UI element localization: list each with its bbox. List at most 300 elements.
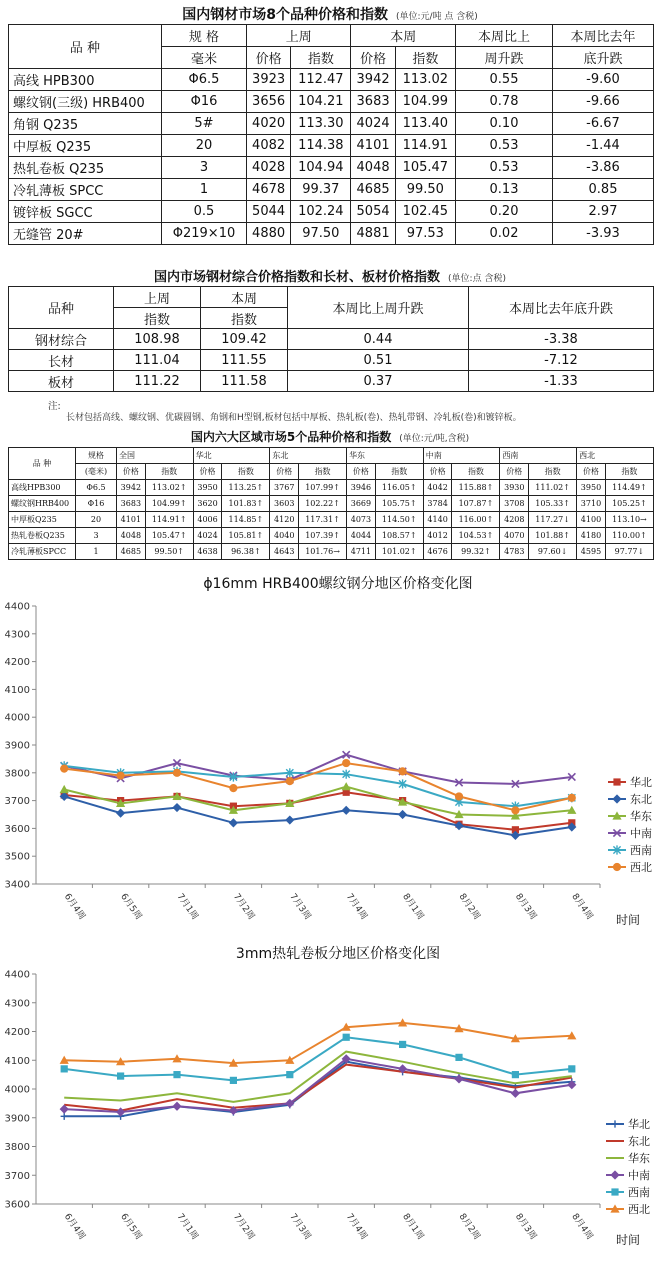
data-point-marker bbox=[613, 778, 620, 785]
header-region: 西北 bbox=[577, 448, 654, 464]
header-this-week: 本周 bbox=[351, 25, 456, 47]
cell-ytd: -1.33 bbox=[469, 371, 654, 392]
cell-index: 105.47↑ bbox=[145, 528, 193, 544]
table1-title: 国内钢材市场8个品种价格和指数 (单位:元/吨 点 含税) bbox=[182, 7, 478, 23]
data-point-marker bbox=[611, 1188, 618, 1195]
data-point-marker bbox=[342, 759, 350, 767]
data-point-marker bbox=[60, 765, 68, 773]
legend-label: 华北 bbox=[628, 1118, 650, 1131]
x-tick-label: 7月1周 bbox=[174, 1211, 200, 1242]
cell-i1: 114.38 bbox=[291, 135, 351, 157]
legend-label: 华东 bbox=[628, 1152, 650, 1165]
cell-p2: 4685 bbox=[351, 179, 395, 201]
note-label: 注: bbox=[48, 401, 61, 412]
data-point-marker bbox=[172, 1102, 181, 1111]
header-index: 指数 bbox=[114, 308, 201, 329]
data-point-marker bbox=[511, 1089, 520, 1098]
cell-wow: 0.13 bbox=[456, 179, 553, 201]
data-point-marker bbox=[230, 1077, 237, 1084]
series-华东 bbox=[60, 782, 577, 819]
cell-price: 4012 bbox=[423, 528, 452, 544]
cell-price: 4208 bbox=[500, 512, 529, 528]
x-tick-label: 8月1周 bbox=[400, 891, 426, 922]
cell-index: 105.25↑ bbox=[605, 496, 653, 512]
header-index: 指数 bbox=[299, 464, 347, 480]
x-tick-label: 8月4周 bbox=[569, 891, 595, 922]
header-index: 指数 bbox=[529, 464, 577, 480]
header-price: 价格 bbox=[500, 464, 529, 480]
chart-title: ϕ16mm HRB400螺纹钢分地区价格变化图 bbox=[203, 576, 473, 592]
header-last-week: 上周 bbox=[114, 287, 201, 308]
cell-index: 96.38↑ bbox=[222, 544, 270, 560]
table-row bbox=[9, 179, 654, 201]
cell-name: 中厚板 Q235 bbox=[9, 135, 162, 157]
cell-price: 3683 bbox=[117, 496, 146, 512]
cell-name: 螺纹钢(三级) HRB400 bbox=[9, 91, 162, 113]
cell-wow: 0.37 bbox=[288, 371, 469, 392]
x-tick-label: 7月4周 bbox=[343, 1211, 369, 1242]
header-product: 品 种 bbox=[9, 25, 162, 69]
cell-name: 板材 bbox=[9, 371, 114, 392]
cell-name: 长材 bbox=[9, 350, 114, 371]
y-tick-label: 4200 bbox=[4, 657, 30, 669]
header-wow: 本周比上 bbox=[456, 25, 553, 47]
cell-price: 4048 bbox=[117, 528, 146, 544]
legend-label: 西北 bbox=[630, 861, 652, 874]
x-tick-label: 6月5周 bbox=[118, 1211, 144, 1242]
cell-price: 4042 bbox=[423, 480, 452, 496]
y-tick-label: 3500 bbox=[4, 851, 30, 863]
header-region: 中南 bbox=[423, 448, 500, 464]
cell-index: 104.99↑ bbox=[145, 496, 193, 512]
rebar-price-chart bbox=[0, 566, 660, 926]
cell-i2: 102.45 bbox=[395, 201, 455, 223]
cell-p1: 5044 bbox=[247, 201, 291, 223]
cell-ytd: -3.93 bbox=[553, 223, 654, 245]
header-price: 价格 bbox=[423, 464, 452, 480]
cell-price: 4044 bbox=[347, 528, 376, 544]
header-region: 华北 bbox=[193, 448, 270, 464]
data-point-marker bbox=[455, 792, 463, 800]
cell-price: 4024 bbox=[193, 528, 222, 544]
x-tick-label: 8月3周 bbox=[512, 1211, 539, 1242]
cell-index: 114.50↑ bbox=[375, 512, 423, 528]
y-tick-label: 4400 bbox=[4, 601, 30, 613]
legend-label: 西北 bbox=[628, 1203, 650, 1216]
cell-p1: 4880 bbox=[247, 223, 291, 245]
x-tick-label: 7月2周 bbox=[230, 891, 257, 922]
cell-spec: Φ16 bbox=[162, 91, 247, 113]
header-index: 指数 bbox=[145, 464, 193, 480]
cell-spec: 1 bbox=[162, 179, 247, 201]
cell-p1: 4020 bbox=[247, 113, 291, 135]
cell-index: 108.57↑ bbox=[375, 528, 423, 544]
cell-name: 冷轧薄板SPCC bbox=[9, 544, 76, 560]
cell-price: 4180 bbox=[577, 528, 606, 544]
table-row bbox=[9, 496, 654, 512]
header-wow-2: 周升跌 bbox=[456, 47, 553, 69]
cell-price: 4711 bbox=[347, 544, 376, 560]
header-region: 全国 bbox=[117, 448, 194, 464]
cell-price: 4006 bbox=[193, 512, 222, 528]
header-last-week: 上周 bbox=[247, 25, 351, 47]
y-tick-label: 3900 bbox=[4, 740, 30, 752]
hot-rolled-coil-price-chart bbox=[0, 936, 660, 1267]
cell-price: 3669 bbox=[347, 496, 376, 512]
cell-p2: 5054 bbox=[351, 201, 395, 223]
legend-label: 东北 bbox=[628, 1135, 650, 1148]
cell-i1: 108.98 bbox=[114, 329, 201, 350]
cell-index: 105.33↑ bbox=[529, 496, 577, 512]
cell-i2: 111.58 bbox=[201, 371, 288, 392]
cell-i2: 113.02 bbox=[395, 69, 455, 91]
x-tick-label: 7月4周 bbox=[343, 891, 369, 922]
series-西南 bbox=[61, 1034, 576, 1084]
cell-index: 113.02↑ bbox=[145, 480, 193, 496]
header-ytd: 本周比去年 bbox=[553, 25, 654, 47]
data-point-marker bbox=[61, 1065, 68, 1072]
data-point-marker bbox=[117, 771, 125, 779]
cell-ytd: 0.85 bbox=[553, 179, 654, 201]
chart-title: 3mm热轧卷板分地区价格变化图 bbox=[235, 946, 441, 962]
cell-index: 99.50↑ bbox=[145, 544, 193, 560]
cell-ytd: -9.66 bbox=[553, 91, 654, 113]
cell-index: 114.49↑ bbox=[605, 480, 653, 496]
cell-wow: 0.55 bbox=[456, 69, 553, 91]
cell-ytd: -3.38 bbox=[469, 329, 654, 350]
cell-i1: 99.37 bbox=[291, 179, 351, 201]
cell-i1: 102.24 bbox=[291, 201, 351, 223]
cell-name: 中厚板Q235 bbox=[9, 512, 76, 528]
cell-price: 3603 bbox=[270, 496, 299, 512]
cell-i2: 113.40 bbox=[395, 113, 455, 135]
data-point-marker bbox=[173, 769, 181, 777]
legend-item bbox=[608, 775, 652, 789]
cell-price: 4783 bbox=[500, 544, 529, 560]
cell-price: 3946 bbox=[347, 480, 376, 496]
data-point-marker bbox=[611, 1120, 618, 1127]
legend-label: 中南 bbox=[630, 827, 652, 840]
data-point-marker bbox=[173, 1071, 180, 1078]
cell-index: 116.00↑ bbox=[452, 512, 500, 528]
cell-price: 4120 bbox=[270, 512, 299, 528]
y-tick-label: 4000 bbox=[4, 1084, 30, 1096]
table3-title: 国内六大区域市场5个品种价格和指数 (单位:元/吨,含税) bbox=[190, 430, 470, 444]
cell-name: 镀锌板 SGCC bbox=[9, 201, 162, 223]
table-row bbox=[9, 201, 654, 223]
cell-ytd: 2.97 bbox=[553, 201, 654, 223]
header-index: 指数 bbox=[605, 464, 653, 480]
series-line bbox=[64, 763, 572, 810]
cell-p1: 4678 bbox=[247, 179, 291, 201]
x-tick-label: 7月3周 bbox=[287, 891, 313, 922]
cell-wow: 0.53 bbox=[456, 135, 553, 157]
y-tick-label: 3700 bbox=[4, 796, 30, 808]
data-point-marker bbox=[455, 1054, 462, 1061]
cell-index: 117.27↓ bbox=[529, 512, 577, 528]
data-point-marker bbox=[342, 806, 351, 815]
legend-label: 西南 bbox=[628, 1186, 650, 1199]
cell-i2: 99.50 bbox=[395, 179, 455, 201]
y-tick-label: 3600 bbox=[4, 823, 30, 835]
legend-label: 西南 bbox=[630, 844, 652, 857]
cell-p2: 4048 bbox=[351, 157, 395, 179]
cell-price: 3950 bbox=[577, 480, 606, 496]
data-point-marker bbox=[285, 815, 294, 824]
cell-i1: 112.47 bbox=[291, 69, 351, 91]
data-point-marker bbox=[399, 767, 407, 775]
y-tick-label: 3800 bbox=[4, 1142, 30, 1153]
cell-spec: Φ16 bbox=[76, 496, 117, 512]
header-ytd: 本周比去年底升跌 bbox=[469, 287, 654, 329]
y-tick-label: 4100 bbox=[4, 1055, 30, 1067]
header-this-week: 本周 bbox=[201, 287, 288, 308]
data-point-marker bbox=[61, 1113, 68, 1120]
x-axis-label: 时间 bbox=[616, 913, 641, 926]
data-point-marker bbox=[229, 784, 237, 792]
cell-name: 高线 HPB300 bbox=[9, 69, 162, 91]
table-row bbox=[9, 544, 654, 560]
cell-name: 热轧卷板 Q235 bbox=[9, 157, 162, 179]
data-point-marker bbox=[116, 809, 125, 818]
price-table-8-products bbox=[8, 24, 654, 245]
header-index: 指数 bbox=[452, 464, 500, 480]
header-index: 指数 bbox=[201, 308, 288, 329]
data-point-marker bbox=[568, 1065, 575, 1072]
table-row bbox=[9, 69, 654, 91]
cell-price: 4685 bbox=[117, 544, 146, 560]
header-index: 指数 bbox=[395, 47, 455, 69]
data-point-marker bbox=[342, 782, 351, 790]
cell-wow: 0.44 bbox=[288, 329, 469, 350]
cell-i1: 104.21 bbox=[291, 91, 351, 113]
y-tick-label: 3400 bbox=[4, 879, 30, 891]
cell-spec: Φ6.5 bbox=[76, 480, 117, 496]
x-tick-label: 6月4周 bbox=[61, 891, 87, 922]
cell-wow: 0.02 bbox=[456, 223, 553, 245]
data-point-marker bbox=[613, 863, 621, 871]
regional-price-table bbox=[8, 447, 654, 560]
cell-i1: 97.50 bbox=[291, 223, 351, 245]
cell-price: 4040 bbox=[270, 528, 299, 544]
header-price: 价格 bbox=[193, 464, 222, 480]
cell-wow: 0.53 bbox=[456, 157, 553, 179]
cell-price: 3767 bbox=[270, 480, 299, 496]
data-point-marker bbox=[512, 1071, 519, 1078]
cell-index: 102.22↑ bbox=[299, 496, 347, 512]
cell-index: 105.81↑ bbox=[222, 528, 270, 544]
table-row bbox=[9, 528, 654, 544]
header-spec-unit: (毫米) bbox=[76, 464, 117, 480]
cell-index: 107.87↑ bbox=[452, 496, 500, 512]
cell-price: 4070 bbox=[500, 528, 529, 544]
cell-index: 107.39↑ bbox=[299, 528, 347, 544]
header-region: 西南 bbox=[500, 448, 577, 464]
data-point-marker bbox=[398, 810, 407, 819]
cell-i1: 111.04 bbox=[114, 350, 201, 371]
cell-index: 99.32↑ bbox=[452, 544, 500, 560]
cell-i2: 104.99 bbox=[395, 91, 455, 113]
header-price: 价格 bbox=[270, 464, 299, 480]
legend-item bbox=[606, 1203, 650, 1216]
cell-spec: 3 bbox=[162, 157, 247, 179]
cell-p2: 3942 bbox=[351, 69, 395, 91]
table-row bbox=[9, 371, 654, 392]
y-tick-label: 4100 bbox=[4, 684, 30, 696]
cell-index: 101.83↑ bbox=[222, 496, 270, 512]
data-point-marker bbox=[511, 806, 519, 814]
data-point-marker bbox=[568, 794, 576, 802]
cell-p1: 4028 bbox=[247, 157, 291, 179]
cell-wow: 0.20 bbox=[456, 201, 553, 223]
cell-index: 116.05↑ bbox=[375, 480, 423, 496]
cell-i2: 111.55 bbox=[201, 350, 288, 371]
series-line bbox=[64, 1052, 572, 1102]
cell-index: 104.53↑ bbox=[452, 528, 500, 544]
x-tick-label: 6月4周 bbox=[61, 1211, 87, 1242]
cell-index: 115.88↑ bbox=[452, 480, 500, 496]
x-tick-label: 8月4周 bbox=[569, 1211, 595, 1242]
y-tick-label: 3700 bbox=[4, 1170, 30, 1182]
series-西南 bbox=[61, 761, 576, 811]
legend-item bbox=[606, 1186, 650, 1199]
cell-p2: 4881 bbox=[351, 223, 395, 245]
cell-price: 3950 bbox=[193, 480, 222, 496]
cell-price: 3620 bbox=[193, 496, 222, 512]
x-tick-label: 8月2周 bbox=[456, 1211, 482, 1242]
cell-i1: 113.30 bbox=[291, 113, 351, 135]
x-tick-label: 8月2周 bbox=[456, 891, 482, 922]
data-point-marker bbox=[399, 1041, 406, 1048]
x-tick-label: 8月3周 bbox=[512, 891, 539, 922]
cell-ytd: -7.12 bbox=[469, 350, 654, 371]
data-point-marker bbox=[286, 1071, 293, 1078]
header-index: 指数 bbox=[375, 464, 423, 480]
table-row bbox=[9, 223, 654, 245]
data-point-marker bbox=[610, 1170, 619, 1179]
cell-index: 97.60↓ bbox=[529, 544, 577, 560]
cell-name: 螺纹钢HRB400 bbox=[9, 496, 76, 512]
header-spec: 规格 bbox=[76, 448, 117, 464]
cell-index: 111.02↑ bbox=[529, 480, 577, 496]
cell-name: 无缝管 20# bbox=[9, 223, 162, 245]
cell-i2: 109.42 bbox=[201, 329, 288, 350]
cell-ytd: -1.44 bbox=[553, 135, 654, 157]
legend-item bbox=[608, 861, 652, 874]
legend-item bbox=[606, 1117, 650, 1131]
cell-spec: Φ6.5 bbox=[162, 69, 247, 91]
cell-price: 4638 bbox=[193, 544, 222, 560]
y-tick-label: 3800 bbox=[4, 768, 30, 780]
data-point-marker bbox=[612, 794, 621, 803]
header-ytd-2: 底升跌 bbox=[553, 47, 654, 69]
header-price: 价格 bbox=[247, 47, 291, 69]
cell-wow: 0.51 bbox=[288, 350, 469, 371]
cell-p1: 3656 bbox=[247, 91, 291, 113]
table-row bbox=[9, 157, 654, 179]
cell-price: 4100 bbox=[577, 512, 606, 528]
cell-price: 3942 bbox=[117, 480, 146, 496]
cell-index: 97.77↓ bbox=[605, 544, 653, 560]
cell-i2: 97.53 bbox=[395, 223, 455, 245]
legend-item bbox=[606, 1135, 650, 1148]
cell-price: 3930 bbox=[500, 480, 529, 496]
cell-ytd: -6.67 bbox=[553, 113, 654, 135]
legend-item bbox=[608, 809, 652, 823]
x-tick-label: 7月2周 bbox=[230, 1211, 257, 1242]
cell-price: 4140 bbox=[423, 512, 452, 528]
x-tick-label: 8月1周 bbox=[400, 1211, 426, 1242]
header-price: 价格 bbox=[347, 464, 376, 480]
cell-i2: 105.47 bbox=[395, 157, 455, 179]
table-row bbox=[9, 480, 654, 496]
y-tick-label: 4000 bbox=[4, 712, 30, 724]
cell-index: 101.76→ bbox=[299, 544, 347, 560]
header-product: 品 种 bbox=[9, 448, 76, 480]
cell-price: 4595 bbox=[577, 544, 606, 560]
table-row bbox=[9, 135, 654, 157]
legend-label: 中南 bbox=[628, 1169, 650, 1182]
cell-wow: 0.10 bbox=[456, 113, 553, 135]
data-point-marker bbox=[172, 803, 181, 812]
table-row bbox=[9, 350, 654, 371]
x-tick-label: 7月1周 bbox=[174, 891, 200, 922]
header-index: 指数 bbox=[222, 464, 270, 480]
cell-index: 114.85↑ bbox=[222, 512, 270, 528]
header-region: 东北 bbox=[270, 448, 347, 464]
cell-spec: Φ219×10 bbox=[162, 223, 247, 245]
cell-index: 101.88↑ bbox=[529, 528, 577, 544]
note-text: 长材包括高线、螺纹钢、优碳圆钢、角钢和H型钢,板材包括中厚板、热轧板(卷)、热轧带钢、冷轧板(卷)和镀锌板。 bbox=[66, 413, 522, 423]
data-point-marker bbox=[60, 785, 69, 793]
data-point-marker bbox=[286, 777, 294, 785]
series-华东 bbox=[64, 1052, 572, 1102]
legend-item bbox=[608, 826, 652, 840]
cell-name: 角钢 Q235 bbox=[9, 113, 162, 135]
table-row bbox=[9, 91, 654, 113]
data-point-marker bbox=[229, 818, 238, 827]
composite-index-table bbox=[8, 286, 654, 392]
legend-item bbox=[606, 1151, 650, 1165]
table-row bbox=[9, 512, 654, 528]
data-point-marker bbox=[454, 1074, 463, 1083]
y-tick-label: 3900 bbox=[4, 1113, 30, 1125]
legend-item bbox=[608, 793, 652, 806]
cell-name: 热轧卷板Q235 bbox=[9, 528, 76, 544]
legend-label: 华北 bbox=[630, 776, 652, 789]
cell-ytd: -3.86 bbox=[553, 157, 654, 179]
cell-spec: 5# bbox=[162, 113, 247, 135]
cell-name: 高线HPB300 bbox=[9, 480, 76, 496]
cell-index: 107.99↑ bbox=[299, 480, 347, 496]
cell-name: 钢材综合 bbox=[9, 329, 114, 350]
y-tick-label: 4200 bbox=[4, 1027, 30, 1038]
table-row bbox=[9, 113, 654, 135]
cell-price: 4073 bbox=[347, 512, 376, 528]
cell-price: 4643 bbox=[270, 544, 299, 560]
legend-label: 华东 bbox=[630, 810, 652, 823]
data-point-marker bbox=[343, 1034, 350, 1041]
cell-spec: 0.5 bbox=[162, 201, 247, 223]
legend-item bbox=[606, 1168, 650, 1182]
series-中南 bbox=[61, 751, 576, 787]
cell-p1: 4082 bbox=[247, 135, 291, 157]
series-line bbox=[64, 755, 572, 784]
cell-i1: 111.22 bbox=[114, 371, 201, 392]
cell-spec: 20 bbox=[162, 135, 247, 157]
header-product: 品种 bbox=[9, 287, 114, 329]
cell-price: 4101 bbox=[117, 512, 146, 528]
